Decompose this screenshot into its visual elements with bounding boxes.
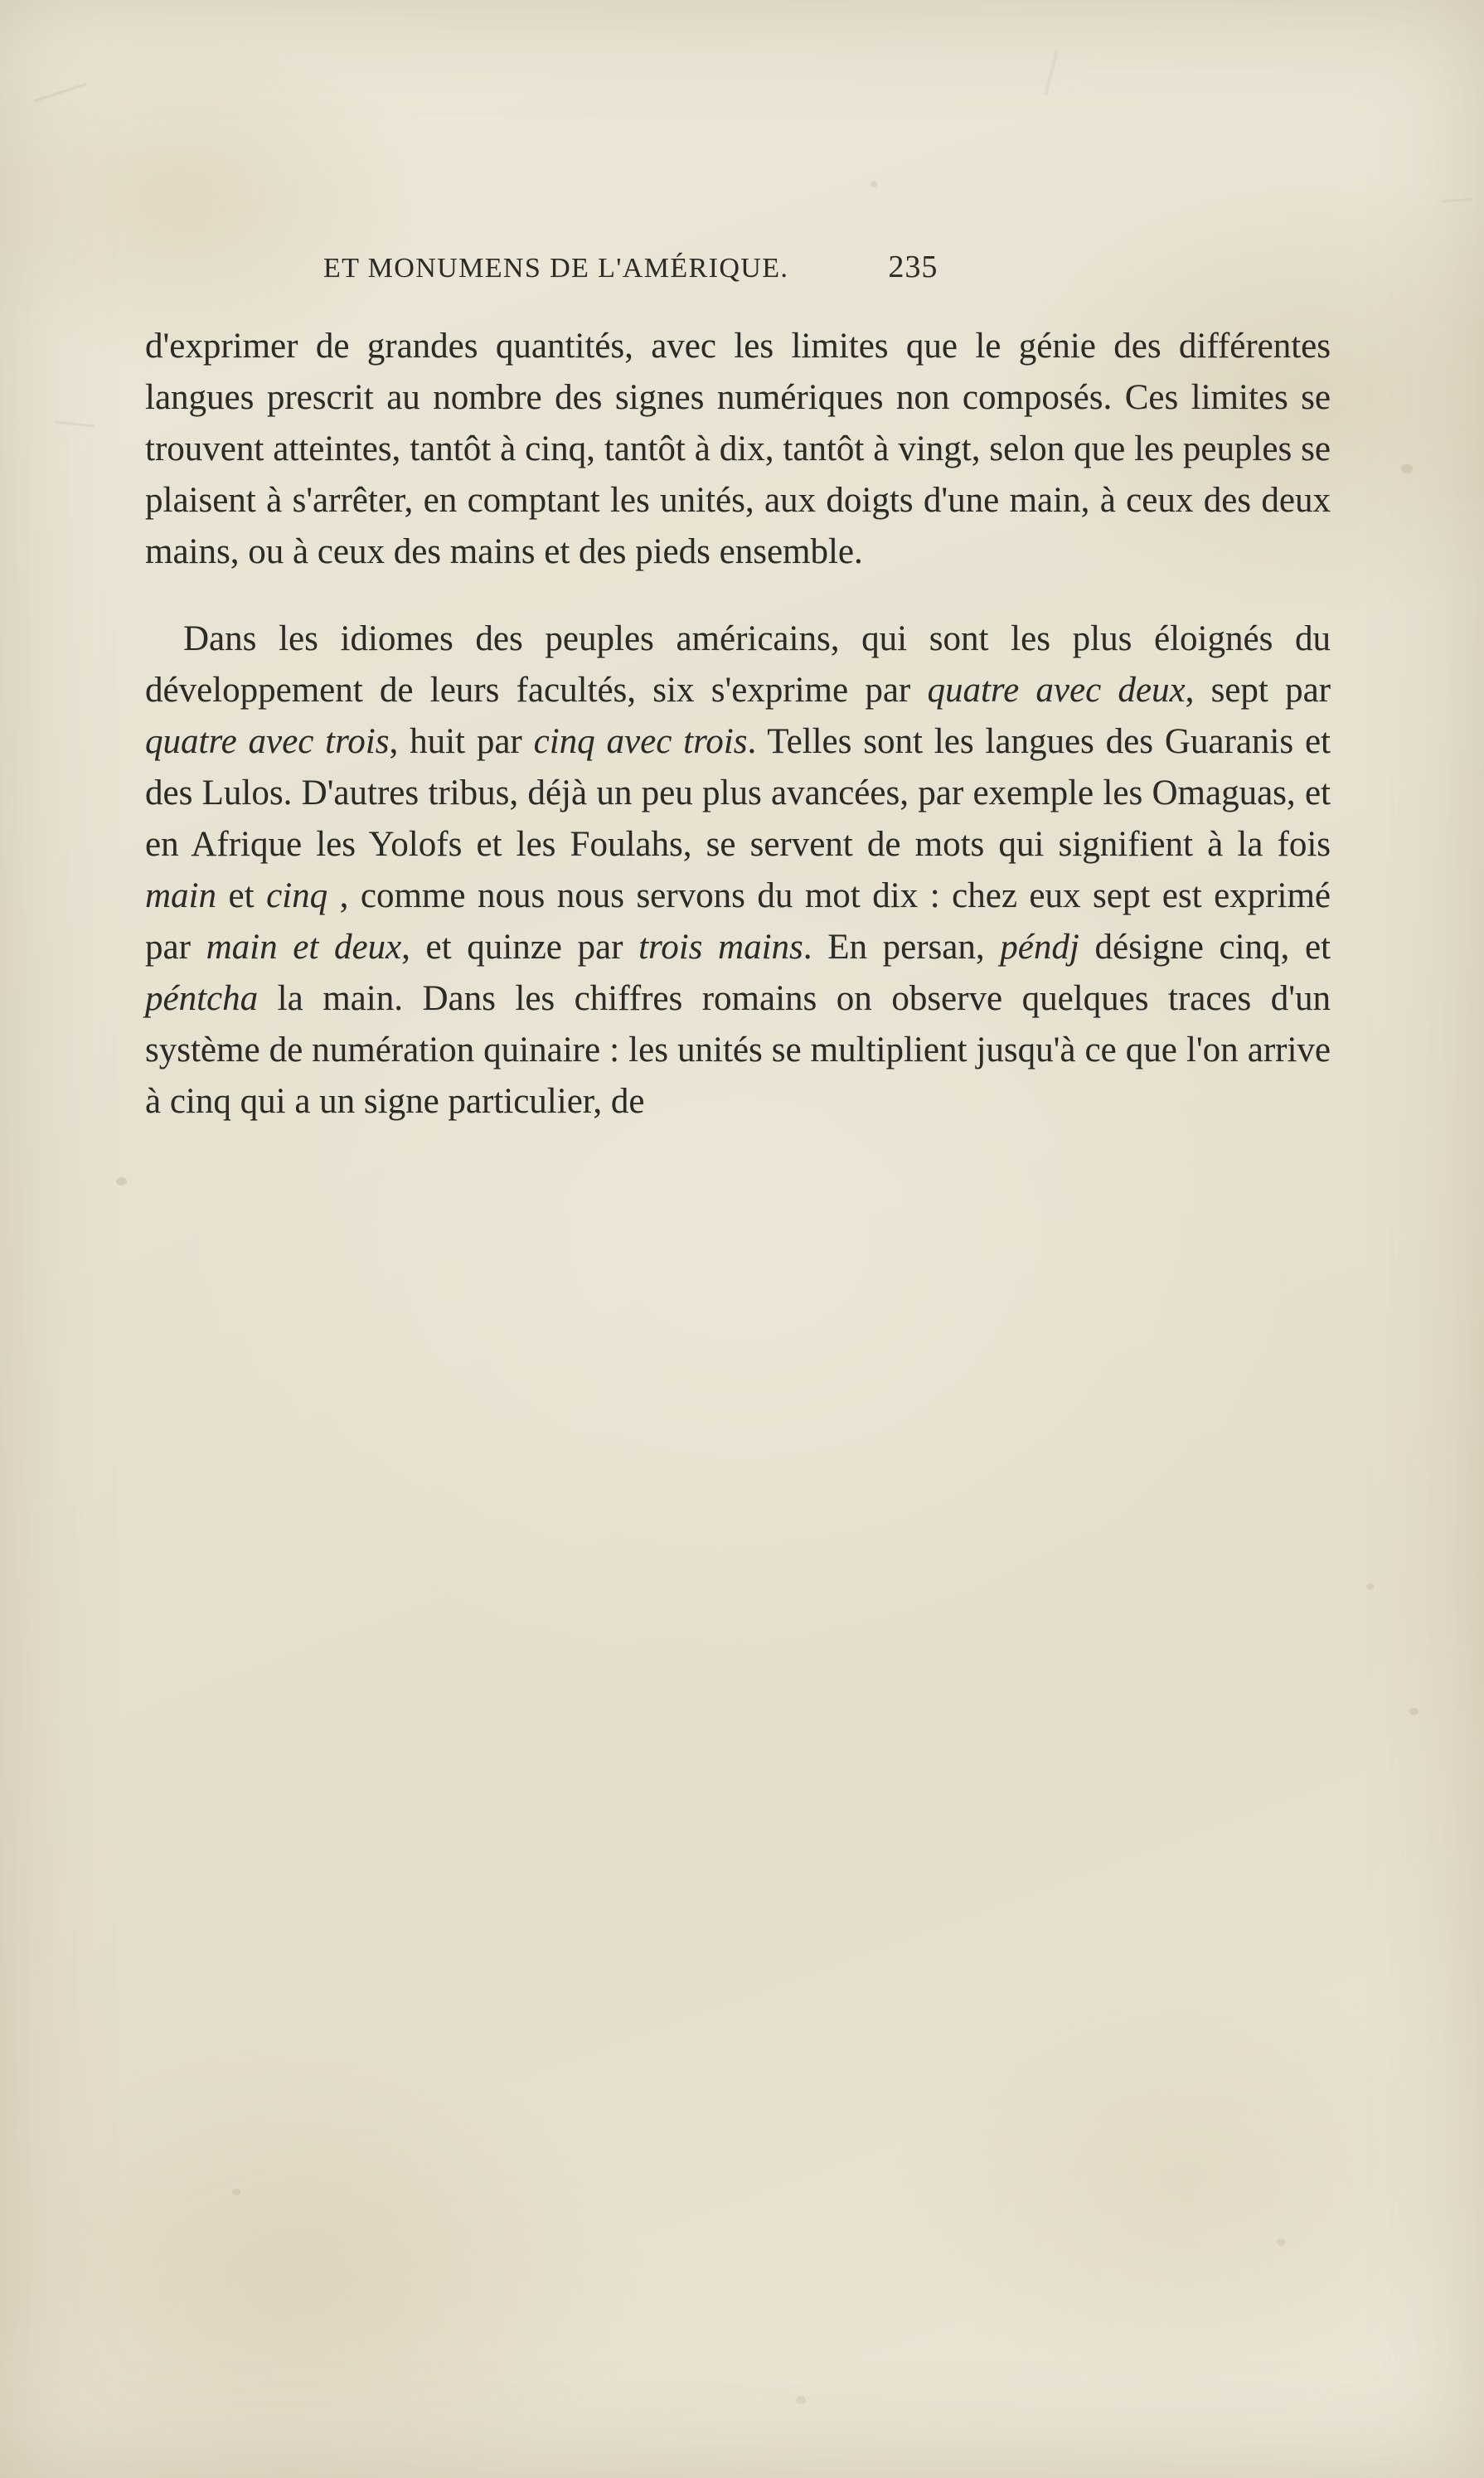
paper-speck [871,181,878,187]
text-run: la main. Dans les chiffres romains on observe quelques traces d'un système de numération quinaire : les unités se multiplient jusqu'à ce que l'on arrive à cinq qui a un signe particulier, de [145,979,1331,1121]
italic-term: main et deux [206,928,402,967]
italic-term: cinq [266,876,340,915]
paper-fiber [1443,198,1472,203]
running-head-title: ET MONUMENS DE L'AMÉRIQUE. [323,253,789,284]
paper-fiber [1044,50,1058,95]
page-number: 235 [888,250,938,284]
italic-term: quatre avec trois [145,722,390,761]
paragraph [145,613,1331,1127]
text-run: désigne cinq, et [1079,928,1331,967]
paper-speck [232,2189,240,2195]
page-text-block [145,249,1331,1163]
paper-speck [1401,464,1413,473]
text-run: , et quinze par [401,928,639,967]
text-run: . Telles sont les langues des Guaranis et des Lulos. D'autres tribus, déjà un peu plus avancées, par exemple les Omaguas, et en Afrique les Yolofs et les Foulahs, se servent de mots qui signifient à la fois [145,722,1331,864]
paper-speck [796,2396,806,2404]
italic-term: péntcha [145,979,259,1018]
paragraph [145,321,1331,578]
paper-fiber [34,83,87,102]
text-run: Dans les idiomes des peuples américains, qui sont les plus éloignés du développement de leurs facultés, six s'exprime par [145,619,1331,710]
paper-speck [116,1177,127,1186]
italic-term: quatre avec deux [927,671,1186,710]
italic-term: péndj [1000,928,1079,967]
text-run: , comme nous nous servons du mot dix : chez eux sept est exprimé par [145,876,1331,967]
italic-term: trois mains [638,928,803,967]
italic-term: main [145,876,216,915]
text-run: , huit par [389,722,534,761]
text-run: et [216,876,267,915]
paper-speck [1409,1708,1419,1715]
text-run: . En persan, [803,928,1001,967]
paper-fiber [55,420,95,427]
italic-term: cinq avec trois [533,722,748,761]
paper-speck [1366,1583,1374,1590]
running-head [323,249,1331,285]
text-run: d'exprimer de grandes quantités, avec les limites que le génie des différentes langues prescrit au nombre des signes numériques non composés. Ces limites se trouvent atteintes, tantôt à cinq, tantôt à dix, tantôt à vingt, selon que les peuples se plaisent à s'arrêter, en comptant les unités, aux doigts d'une main, à ceux des deux mains, ou à ceux des mains et des pieds ensemble. [145,327,1331,571]
text-run: , sept par [1185,671,1331,710]
paper-speck [1277,2238,1285,2246]
